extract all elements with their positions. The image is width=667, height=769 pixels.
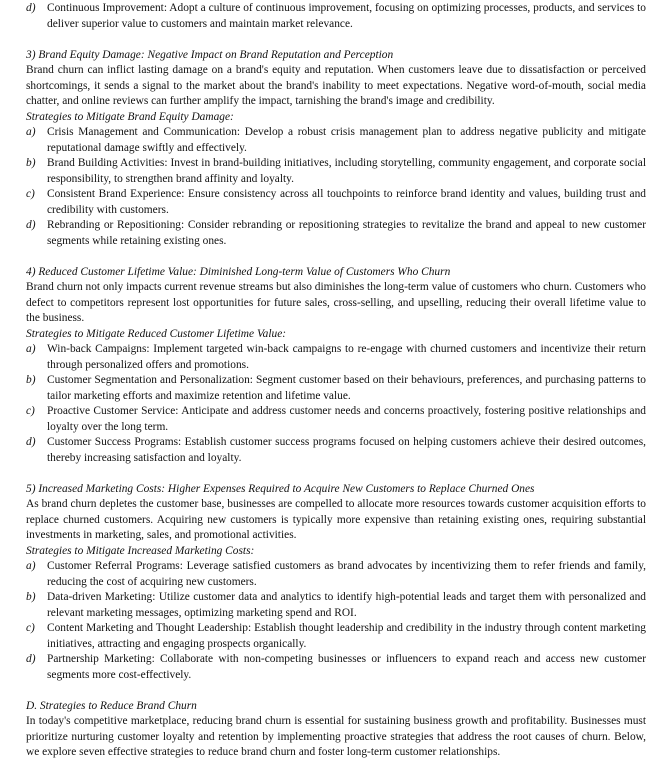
list-item: [26, 187, 646, 218]
section-heading: 3) Brand Equity Damage: Negative Impact on Brand Reputation and Perception: [26, 48, 394, 61]
list-marker: c): [26, 622, 35, 634]
list-item-text: Rebranding or Repositioning: Consider rebranding or repositioning strategies to revitalize the brand and appeal to new customer segments while retaining existing ones.: [47, 219, 646, 247]
strategies-label: Strategies to Mitigate Brand Equity Damage:: [26, 110, 234, 123]
section-brand-equity-damage: [26, 48, 646, 250]
list-item: [26, 218, 646, 249]
list-item-text: Consistent Brand Experience: Ensure consistency across all touchpoints to reinforce brand identity and values, building trust and credibility with customers.: [47, 188, 646, 216]
section-body: Brand churn can inflict lasting damage on a brand's equity and reputation. When customers leave due to dissatisfaction or perceived shortcomings, it sends a signal to the market about the brand's inability to meet expectations. Negative word-of-mouth, social media chatter, and online reviews can further amplify the impact, tarnishing the brand's image and credibility.: [26, 64, 646, 107]
list-item: [26, 125, 646, 156]
section-body: In today's competitive marketplace, reducing brand churn is essential for sustaining business growth and profitability. Businesses must prioritize nurturing customer loyalty and retention by implementing proactive strategies that address the root causes of churn. Below, we explore seven effective strategies to reduce brand churn and foster long-term customer relationships.: [26, 715, 646, 758]
list-marker: a): [26, 126, 36, 138]
list-marker: d): [26, 219, 36, 231]
list-item-text: Customer Referral Programs: Leverage satisfied customers as brand advocates by incentivizing them to refer friends and family, reducing the cost of acquiring new customers.: [47, 560, 646, 588]
strategies-label: Strategies to Mitigate Reduced Customer Lifetime Value:: [26, 327, 287, 340]
list-item: [26, 373, 646, 404]
list-item: [26, 652, 646, 683]
list-marker: d): [26, 436, 36, 448]
section-heading: 4) Reduced Customer Lifetime Value: Diminished Long-term Value of Customers Who Churn: [26, 265, 451, 278]
list-item-text: Proactive Customer Service: Anticipate and address customer needs and concerns proactively, fostering positive relationships and loyalty over the long term.: [47, 405, 646, 433]
list-item: [26, 342, 646, 373]
section-increased-marketing-costs: [26, 482, 646, 684]
list-marker: c): [26, 405, 35, 417]
list-item-text: Continuous Improvement: Adopt a culture of continuous improvement, focusing on optimizing processes, products, and services to deliver superior value to customers and maintain market relevance.: [47, 2, 646, 30]
list-marker: a): [26, 560, 36, 572]
list-item-text: Customer Success Programs: Establish customer success programs focused on helping customers achieve their desired outcomes, thereby increasing satisfaction and loyalty.: [47, 436, 646, 464]
list-item-text: Crisis Management and Communication: Develop a robust crisis management plan to address negative publicity and mitigate reputational damage swiftly and effectively.: [47, 126, 646, 154]
strategies-label: Strategies to Mitigate Increased Marketing Costs:: [26, 544, 255, 557]
list-marker: b): [26, 591, 36, 603]
list-item-text: Customer Segmentation and Personalization: Segment customer based on their behaviours, preferences, and purchasing patterns to tailor marketing efforts and maximize retention and lifetime value.: [47, 374, 646, 402]
section-strategies-to-reduce-brand-churn: [26, 699, 646, 761]
list-item-text: Brand Building Activities: Invest in brand-building initiatives, including storytelling, community engagement, and corporate social responsibility, to strengthen brand affinity and loyalty.: [47, 157, 646, 185]
list-marker: b): [26, 374, 36, 386]
section-heading: 5) Increased Marketing Costs: Higher Expenses Required to Acquire New Customers to Replace Churned Ones: [26, 482, 535, 495]
section-body: Brand churn not only impacts current revenue streams but also diminishes the long-term value of customers who churn. Customers who defect to competitors represent lost opportunities for future sales, cross-selling, and upselling, reducing their overall lifetime value to the business.: [26, 281, 646, 324]
list-item: [26, 404, 646, 435]
list-item: [26, 156, 646, 187]
list-item: [26, 621, 646, 652]
list-item-text: Partnership Marketing: Collaborate with non-competing businesses or influencers to expand reach and access new customer segments more cost-effectively.: [47, 653, 646, 681]
list-item-text: Data-driven Marketing: Utilize customer data and analytics to identify high-potential leads and target them with personalized and relevant marketing messages, optimizing marketing spend and ROI.: [47, 591, 646, 619]
list-marker: b): [26, 157, 36, 169]
list-item: [26, 590, 646, 621]
list-item: [26, 435, 646, 466]
list-marker: c): [26, 188, 35, 200]
list-item-text: Win-back Campaigns: Implement targeted win-back campaigns to re-engage with churned customers and incentivize their return through personalized offers and promotions.: [47, 343, 646, 371]
list-marker: d): [26, 2, 36, 14]
section-reduced-customer-lifetime-value: [26, 265, 646, 467]
list-item-continuous-improvement: [26, 1, 646, 32]
list-item-text: Content Marketing and Thought Leadership: Establish thought leadership and credibility in the industry through content marketing initiatives, attracting and engaging prospects organically.: [47, 622, 646, 650]
list-marker: a): [26, 343, 36, 355]
list-item: [26, 559, 646, 590]
section-heading: D. Strategies to Reduce Brand Churn: [26, 699, 197, 712]
section-body: As brand churn depletes the customer base, businesses are compelled to allocate more resources towards customer acquisition efforts to replace churned customers. Acquiring new customers is typically more expensive than retaining existing ones, requiring substantial investments in marketing, sales, and promotional activities.: [26, 498, 646, 541]
list-marker: d): [26, 653, 36, 665]
